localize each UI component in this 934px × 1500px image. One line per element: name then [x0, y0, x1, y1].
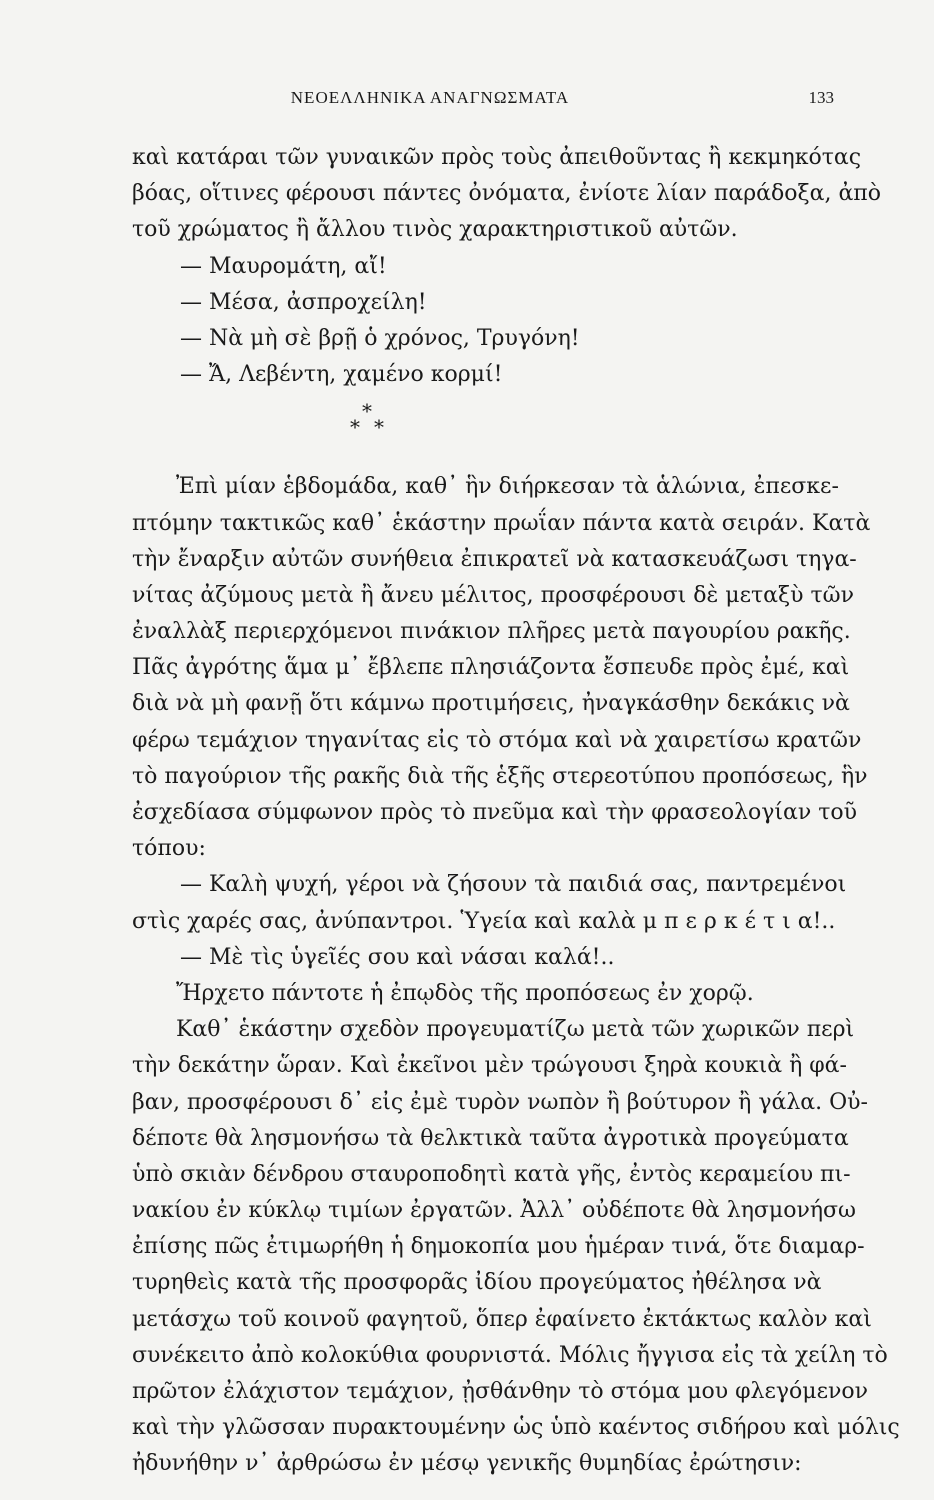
- text-line: τὴν δεκάτην ὥραν. Καὶ ἐκεῖνοι μὲν τρώγουσι ξηρὰ κουκιὰ ἢ φά-: [132, 1053, 847, 1079]
- dialogue-line: στὶς χαρές σας, ἀνύπαντροι. Ὑγεία καὶ καλὰ μ π ε ρ κ έ τ ι α!..: [132, 908, 836, 934]
- text-line: ἐπίσης πῶς ἐτιμωρήθη ἡ δημοκοπία μου ἡμέραν τινά, ὅτε διαμαρ-: [132, 1234, 865, 1260]
- asterism-star: *: [350, 415, 360, 440]
- text-line: ἐσχεδίασα σύμφωνον πρὸς τὸ πνεῦμα καὶ τὴν φρασεολογίαν τοῦ: [132, 800, 858, 825]
- text-line: Πᾶς ἀγρότης ἅμα μ᾽ ἔβλεπε πλησιάζοντα ἔσπευδε πρὸς ἐμέ, καὶ: [132, 655, 850, 681]
- text-line: τὸ παγούριον τῆς ρακῆς διὰ τῆς ἑξῆς στερεοτύπου προπόσεως, ἣν: [132, 763, 868, 789]
- text-line: μετάσχω τοῦ κοινοῦ φαγητοῦ, ὅπερ ἐφαίνετο ἐκτάκτως καλὸν καὶ: [132, 1306, 872, 1332]
- text-line: Καθ᾽ ἑκάστην σχεδὸν προγευματίζω μετὰ τῶν χωρικῶν περὶ: [176, 1017, 855, 1043]
- text-line: φέρω τεμάχιον τηγανίτας εἰς τὸ στόμα καὶ νὰ χαιρετίσω κρατῶν: [132, 727, 862, 753]
- text-line: τόπου:: [132, 836, 206, 862]
- text-line: καὶ τὴν γλῶσσαν πυρακτουμένην ὡς ὑπὸ καέντος σιδήρου καὶ μόλις: [132, 1415, 900, 1441]
- text-line: καὶ κατάραι τῶν γυναικῶν πρὸς τοὺς ἀπειθοῦντας ἢ κεκμηκότας: [132, 145, 862, 170]
- text-line: διὰ νὰ μὴ φανῇ ὅτι κάμνω προτιμήσεις, ἠναγκάσθην δεκάκις νὰ: [132, 691, 850, 717]
- asterism-star: *: [374, 415, 384, 440]
- dialogue-line: — Νὰ μὴ σὲ βρῇ ὁ χρόνος, Τρυγόνη!: [180, 325, 580, 351]
- dialogue-line: — Μέσα, ἀσπροχείλη!: [180, 289, 427, 315]
- text-line: τοῦ χρώματος ἢ ἄλλου τινὸς χαρακτηριστικοῦ αὐτῶν.: [132, 217, 738, 243]
- text-line: Ἐπὶ μίαν ἑβδομάδα, καθ᾽ ἣν διήρκεσαν τὰ ἁλώνια, ἐπεσκε-: [176, 474, 839, 500]
- text-line: πρῶτον ἐλάχιστον τεμάχιον, ᾐσθάνθην τὸ στόμα μου φλεγόμενον: [132, 1379, 868, 1404]
- dialogue-line: — Μαυρομάτη, αἴ!: [180, 253, 387, 279]
- text-line: ἠδυνήθην ν᾽ ἀρθρώσω ἐν μέσῳ γενικῆς θυμηδίας ἐρώτησιν:: [132, 1451, 802, 1477]
- dialogue-line: — Καλὴ ψυχή, γέροι νὰ ζήσουν τὰ παιδιά σας, παντρεμένοι: [180, 872, 847, 898]
- dialogue-line: — Μὲ τὶς ὑγεῖές σου καὶ νάσαι καλά!..: [180, 944, 615, 970]
- body-text: [132, 140, 900, 1483]
- text-line: πτόμην τακτικῶς καθ᾽ ἑκάστην πρωΐαν πάντα κατὰ σειράν. Κατὰ: [132, 510, 871, 536]
- page-number: 133: [808, 88, 834, 107]
- text-line: τὴν ἔναρξιν αὐτῶν συνήθεια ἐπικρατεῖ νὰ κατασκευάζωσι τηγα-: [132, 546, 857, 572]
- text-line: νακίου ἐν κύκλῳ τιμίων ἐργατῶν. Ἀλλ᾽ οὐδέποτε θὰ λησμονήσω: [132, 1198, 856, 1224]
- text-line: βόας, οἵτινες φέρουσι πάντες ὀνόματα, ἐνίοτε λίαν παράδοξα, ἀπὸ: [132, 181, 881, 207]
- text-line: νίτας ἀζύμους μετὰ ἢ ἄνευ μέλιτος, προσφέρουσι δὲ μεταξὺ τῶν: [132, 582, 854, 608]
- text-line: δέποτε θὰ λησμονήσω τὰ θελκτικὰ ταῦτα ἀγροτικὰ προγεύματα: [132, 1125, 849, 1151]
- dialogue-line: — Ἄ, Λεβέντη, χαμένο κορμί!: [180, 362, 503, 388]
- section-break-asterism: [132, 393, 812, 469]
- running-head: ΝΕΟΕΛΛΗΝΙΚΑ ΑΝΑΓΝΩΣΜΑΤΑ: [290, 88, 570, 107]
- text-line: συνέκειτο ἀπὸ κολοκύθια φουρνιστά. Μόλις ἤγγισα εἰς τὰ χείλη τὸ: [132, 1342, 888, 1368]
- text-line: τυρηθεὶς κατὰ τῆς προσφορᾶς ἰδίου προγεύματος ἠθέλησα νὰ: [132, 1270, 822, 1296]
- asterism-star: *: [362, 399, 372, 424]
- text-line: ὑπὸ σκιὰν δένδρου σταυροποδητὶ κατὰ γῆς, ἐντὸς κεραμείου πι-: [132, 1161, 851, 1187]
- text-line: ἐναλλὰξ περιερχόμενοι πινάκιον πλῆρες μετὰ παγουρίου ρακῆς.: [132, 619, 851, 645]
- text-line: βαν, προσφέρουσι δ᾽ εἰς ἐμὲ τυρὸν νωπὸν ἢ βούτυρον ἢ γάλα. Οὐ-: [132, 1089, 868, 1115]
- text-line: Ἤρχετο πάντοτε ἡ ἐπῳδὸς τῆς προπόσεως ἐν χορῷ.: [176, 980, 754, 1006]
